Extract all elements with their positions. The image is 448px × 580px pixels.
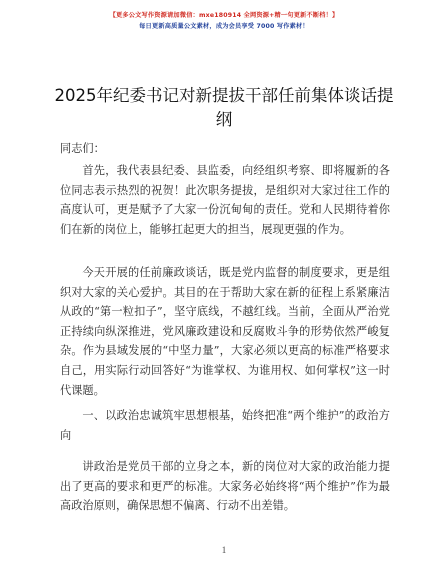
promo-banner-line-1: 【更多公文写作资源请加微信：mxe180914 全网资源+精一句更新不断档！】 bbox=[109, 12, 339, 19]
paragraph-political-loyalty: 讲政治是党员干部的立身之本，新的岗位对大家的政治能力提出了更高的要求和更严的标准。大家务必始终将“两个维护”作为最高政治原则，确保思想不偏离、行动不出差错。 bbox=[60, 460, 390, 513]
paragraph-opening: 首先，我代表县纪委、县监委，向经组织考察、即将履新的各位同志表示热烈的祝贺！此次职务提拔，是组织对大家过往工作的高度认可，更是赋予了大家一份沉甸甸的责任。党和人民期待着你们在新的岗位上，能够扛起更大的担当，展现更强的作为。 bbox=[60, 164, 390, 236]
page-number: 1 bbox=[221, 545, 227, 555]
paragraph-purpose: 今天开展的任前廉政谈话，既是党内监督的制度要求，更是组织对大家的关心爱护。其目的在于帮助大家在新的征程上系紧廉洁从政的“第一粒扣子”，坚守底线，不越红线。当前，全面从严治党正持续向纵深推进，党风廉政建设和反腐败斗争的形势依然严峻复杂。作为县域发展的“中坚力量”，大家必须以更高的标准严格要求自己，用实际行动回答好“为谁掌权、为谁用权、如何掌权”这一时代课题。 bbox=[60, 266, 390, 397]
section-heading-1: 一、以政治忠诚筑牢思想根基，始终把准“两个维护”的政治方向 bbox=[60, 409, 390, 442]
salutation: 同志们： bbox=[60, 142, 105, 155]
promo-banner-line-2: 每日更新高质量公文素材，成为会员享受 7000 写作素材！ bbox=[139, 23, 309, 30]
document-title: 2025年纪委书记对新提拔干部任前集体谈话提纲 bbox=[54, 86, 394, 129]
